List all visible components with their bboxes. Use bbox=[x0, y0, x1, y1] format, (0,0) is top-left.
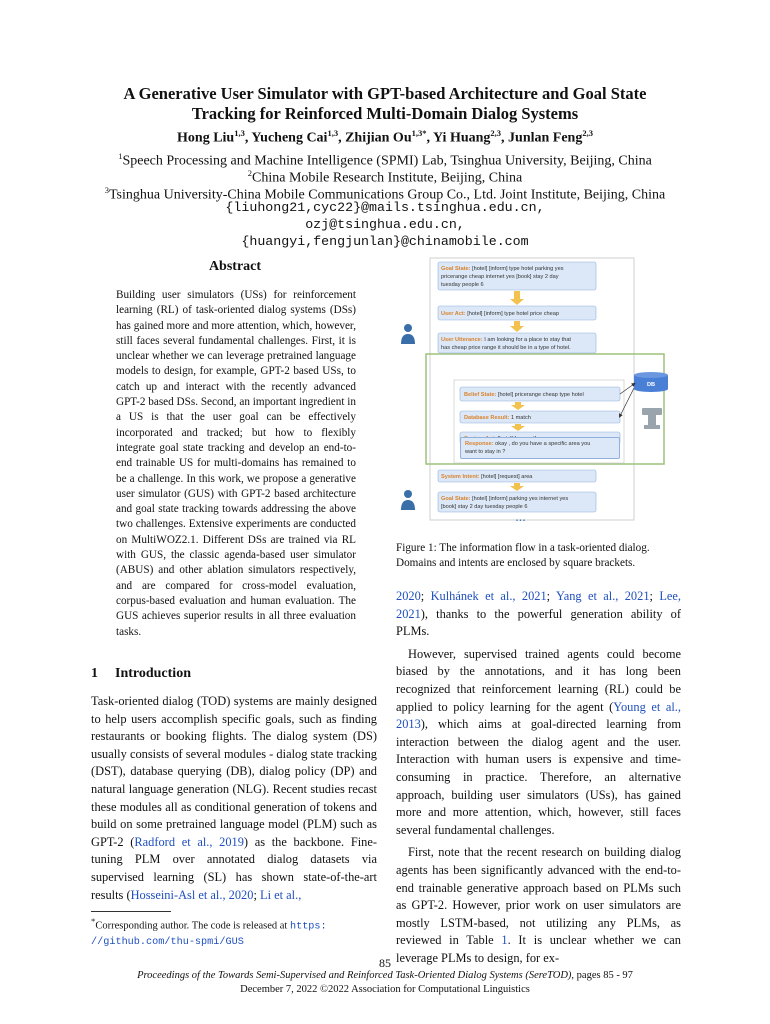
svg-text:DB: DB bbox=[646, 382, 656, 388]
body-text: ; bbox=[546, 589, 557, 603]
body-text: ; bbox=[253, 887, 260, 902]
section-title: Introduction bbox=[115, 666, 191, 681]
svg-text:has cheap price range it shoul: has cheap price range it should be in a type of hotel. bbox=[441, 345, 571, 351]
proceedings-footer bbox=[0, 970, 770, 981]
intro-left-column bbox=[91, 693, 377, 904]
copyright-footer: December 7, 2022 ©2022 Association for Computational Linguistics bbox=[240, 984, 530, 995]
abstract-body: Building user simulators (USs) for reinforcement learning (RL) of task-oriented dialog systems (DSs) has gained more and more attention, which, however, still faces several fundamental challenges. First, it is unclear whether we can leverage pretrained language models to design, for example, GPT-2 based USs, to catch up and interact with the recently advanced GPT-2 based DSs. Second, an important ingredient in a US is that the user goal can be effectively incorporated and tracked; but how to flexibly integrate goal state tracking and develop an end-to-end trainable US for multi-domains has remained to be a challenge. In this work, we propose a generative user simulator (GUS) with GPT-2 based architecture and goal state tracking towards addressing the above two challenges. Extensive experiments are conducted on MultiWOZ2.1. Different DSs are trained via RL with GUS, the classic agenda-based user simulator (ABUS) and other ablation simulators respectively, and are compared for cross-model evaluation, corpus-based evaluation and human evaluation. The GUS achieves superior results in all three evaluation tasks. bbox=[116, 289, 356, 638]
intro-right-column bbox=[396, 588, 681, 967]
footnote-mark: * bbox=[91, 916, 96, 926]
svg-text:Goal State: [hotel] [inform] p: Goal State: [hotel] [inform] parking yes internet yes bbox=[441, 496, 569, 502]
body-text: ), which aims at goal-directed learning from interaction between the dialog agent and the user. Interaction with human users is expensive and time-consuming in practice. Therefore, an alternative approach, building user simulators (USs), has gained more and more attention, which, however, still faces several fundamental challenges. bbox=[396, 717, 681, 837]
body-text: ; bbox=[649, 589, 660, 603]
abstract-heading: Abstract bbox=[208, 259, 262, 274]
affiliation-sup: 2 bbox=[247, 168, 252, 178]
belief-state-box bbox=[460, 387, 620, 401]
code-url-link[interactable]: //github.com/thu-spmi/GUS bbox=[91, 937, 244, 948]
svg-text:User Act: [hotel] [inform] typ: User Act: [hotel] [inform] type hotel price cheap bbox=[441, 311, 559, 317]
section-number: 1 bbox=[91, 666, 98, 681]
response-box bbox=[460, 437, 620, 459]
author-affil-sup: 1,3* bbox=[411, 128, 427, 138]
paragraph bbox=[396, 588, 681, 641]
author-affil-sup: 1,3 bbox=[327, 128, 339, 138]
body-text: ) as the backbone. Fine-tuning PLM over annotated dialog datasets via supervised learning (SL) has shown state-of-the-art results ( bbox=[91, 834, 377, 902]
response-line-2: want to stay in ? bbox=[465, 449, 506, 455]
database-icon bbox=[634, 372, 668, 392]
citation-link[interactable]: Li et al., bbox=[260, 887, 302, 902]
page-number: 85 bbox=[379, 956, 391, 970]
database-result-box bbox=[460, 411, 620, 423]
arrow-down-icon bbox=[511, 402, 525, 410]
arrow-down-icon bbox=[511, 424, 525, 431]
arrow-down-icon bbox=[510, 321, 524, 332]
goal-state-updated-box bbox=[438, 492, 596, 512]
email-line-2: ozj@tsinghua.edu.cn, bbox=[305, 217, 465, 232]
user-act-box bbox=[438, 306, 596, 320]
agent-robot-icon bbox=[642, 408, 662, 429]
svg-text:Goal State: [hotel] [inform] t: Goal State: [hotel] [inform] type hotel parking yes bbox=[441, 266, 564, 272]
continuation-ellipsis: • • • bbox=[516, 518, 525, 524]
paragraph bbox=[396, 844, 681, 967]
code-url-link[interactable]: https: bbox=[289, 921, 327, 933]
citation-link[interactable]: Kulhánek et al., 2021 bbox=[430, 589, 547, 603]
citation-link[interactable]: Young et al., 2013 bbox=[396, 699, 682, 732]
affiliation-sup: 3 bbox=[104, 185, 109, 195]
affiliation-sup: 1 bbox=[118, 151, 123, 161]
user-person-icon bbox=[401, 490, 415, 510]
user-utterance-box bbox=[438, 333, 596, 353]
body-text: Task-oriented dialog (TOD) systems are mainly designed to help users accomplish specific goals, such as finding restaurants or booking flights. The dialog system (DS) usually consists of several modules - dialog state tracking (DST), database querying (DB), dialog policy (DP) and natural language generation (NLG). Recent studies recast these modules all as conditional generation of tokens and build on some pretrained language model (PLM) such as GPT-2 ( bbox=[91, 694, 377, 849]
svg-text:Belief State: [hotel] priceran: Belief State: [hotel] pricerange cheap type hotel bbox=[464, 392, 584, 398]
information-flow-diagram bbox=[396, 256, 680, 526]
svg-text:[book] stay 2 day tuesday peop: [book] stay 2 day tuesday people 6 bbox=[441, 504, 528, 510]
citation-link[interactable]: Lee, 2021 bbox=[396, 589, 681, 621]
author-name: Yi Huang bbox=[432, 130, 491, 146]
author-name: Junlan Feng bbox=[508, 130, 583, 146]
author-name: Yucheng Cai bbox=[251, 130, 328, 146]
citation-link[interactable]: Yang et al., 2021 bbox=[556, 589, 650, 603]
proceedings-pages: , pages 85 - 97 bbox=[571, 970, 633, 981]
footnote-rule bbox=[91, 911, 171, 912]
user-person-icon bbox=[401, 324, 415, 344]
figure-caption: Figure 1: The information flow in a task-oriented dialog. Domains and intents are enclosed by square brackets. bbox=[396, 542, 650, 569]
author-name: Zhijian Ou bbox=[345, 130, 412, 146]
title-line-2: Tracking for Reinforced Multi-Domain Dialog Systems bbox=[191, 104, 579, 123]
affiliation-text: Speech Processing and Machine Intelligence (SPMI) Lab, Tsinghua University, Beijing, China bbox=[122, 153, 652, 169]
title-line-1: A Generative User Simulator with GPT-based Architecture and Goal State bbox=[123, 84, 647, 103]
author-name: Hong Liu bbox=[177, 130, 235, 146]
svg-text:pricerange cheap internet yes: pricerange cheap internet yes [book] stay 2 day bbox=[441, 274, 559, 280]
proceedings-title: Proceedings of the Towards Semi-Supervised and Reinforced Task-Oriented Dialog Systems (SereTOD) bbox=[137, 970, 572, 981]
paper-title bbox=[40, 84, 730, 124]
response-line-1: okay , do you have a specific area you bbox=[495, 441, 591, 447]
arrow-down-icon bbox=[510, 483, 524, 491]
author-affil-sup: 2,3 bbox=[582, 128, 593, 138]
system-intent-box bbox=[438, 470, 596, 482]
affiliation-text: China Mobile Research Institute, Beijing, China bbox=[252, 170, 523, 186]
response-key: Response: bbox=[465, 441, 494, 447]
svg-text:User Utterance: I am looking f: User Utterance: I am looking for a place to stay that bbox=[441, 337, 571, 343]
email-line-3: {huangyi,fengjunlan}@chinamobile.com bbox=[241, 234, 529, 249]
body-text: However, supervised trained agents could become biased by the annotations, and it has long been recognized that reinforcement learning (RL) could be applied to policy learning for the agent ( bbox=[396, 646, 681, 714]
author-affil-sup: 2,3 bbox=[490, 128, 502, 138]
goal-state-box bbox=[438, 262, 596, 290]
footnote-text: Corresponding author. The code is released at bbox=[95, 920, 290, 932]
citation-link[interactable]: Hosseini-Asl et al., 2020 bbox=[130, 887, 254, 902]
body-text: ), thanks to the powerful generation ability of PLMs. bbox=[396, 606, 681, 639]
author-affil-sup: 1,3 bbox=[234, 128, 245, 138]
citation-link[interactable]: Radford et al., 2019 bbox=[134, 834, 244, 849]
author-list: Hong Liu$^{1,3}$, Yucheng Cai$^{1,3}$, Zhijian $Ou^{1,3*}$, Yi Huang$^{2,3}$, Junlan Feng$^{2,3}$ bbox=[177, 128, 593, 146]
table-reference-link[interactable]: 1 bbox=[501, 933, 508, 948]
paragraph bbox=[396, 646, 681, 840]
affiliation-text: Tsinghua University-China Mobile Communications Group Co., Ltd. Joint Institute, Beijing, China bbox=[108, 187, 666, 203]
section-heading bbox=[91, 666, 191, 682]
svg-text:Database Result: 1 match: Database Result: 1 match bbox=[464, 415, 531, 421]
svg-text:System Intent: [hotel] [reques: System Intent: [hotel] [request] area bbox=[441, 474, 533, 480]
svg-text:tuesday people 6: tuesday people 6 bbox=[441, 282, 484, 288]
body-text: ; bbox=[420, 589, 431, 603]
figure-1 bbox=[396, 256, 680, 526]
email-line-1: {liuhong21,cyc22}@mails.tsinghua.edu.cn, bbox=[225, 200, 545, 215]
footnote bbox=[91, 914, 377, 951]
arrow-down-icon bbox=[510, 291, 524, 305]
body-text: First, note that the recent research on building dialog agents has been significantly advanced with the end-to-end trainable generative approach based on PLMs such as GPT-2. However, prior work on user simulators are mostly LSTM-based, not utilizing any PLMs, as reviewed in Table bbox=[396, 845, 681, 948]
body-text: . It is unclear whether we can leverage PLMs to design, for ex- bbox=[396, 933, 681, 965]
citation-link[interactable]: 2020 bbox=[396, 589, 421, 603]
